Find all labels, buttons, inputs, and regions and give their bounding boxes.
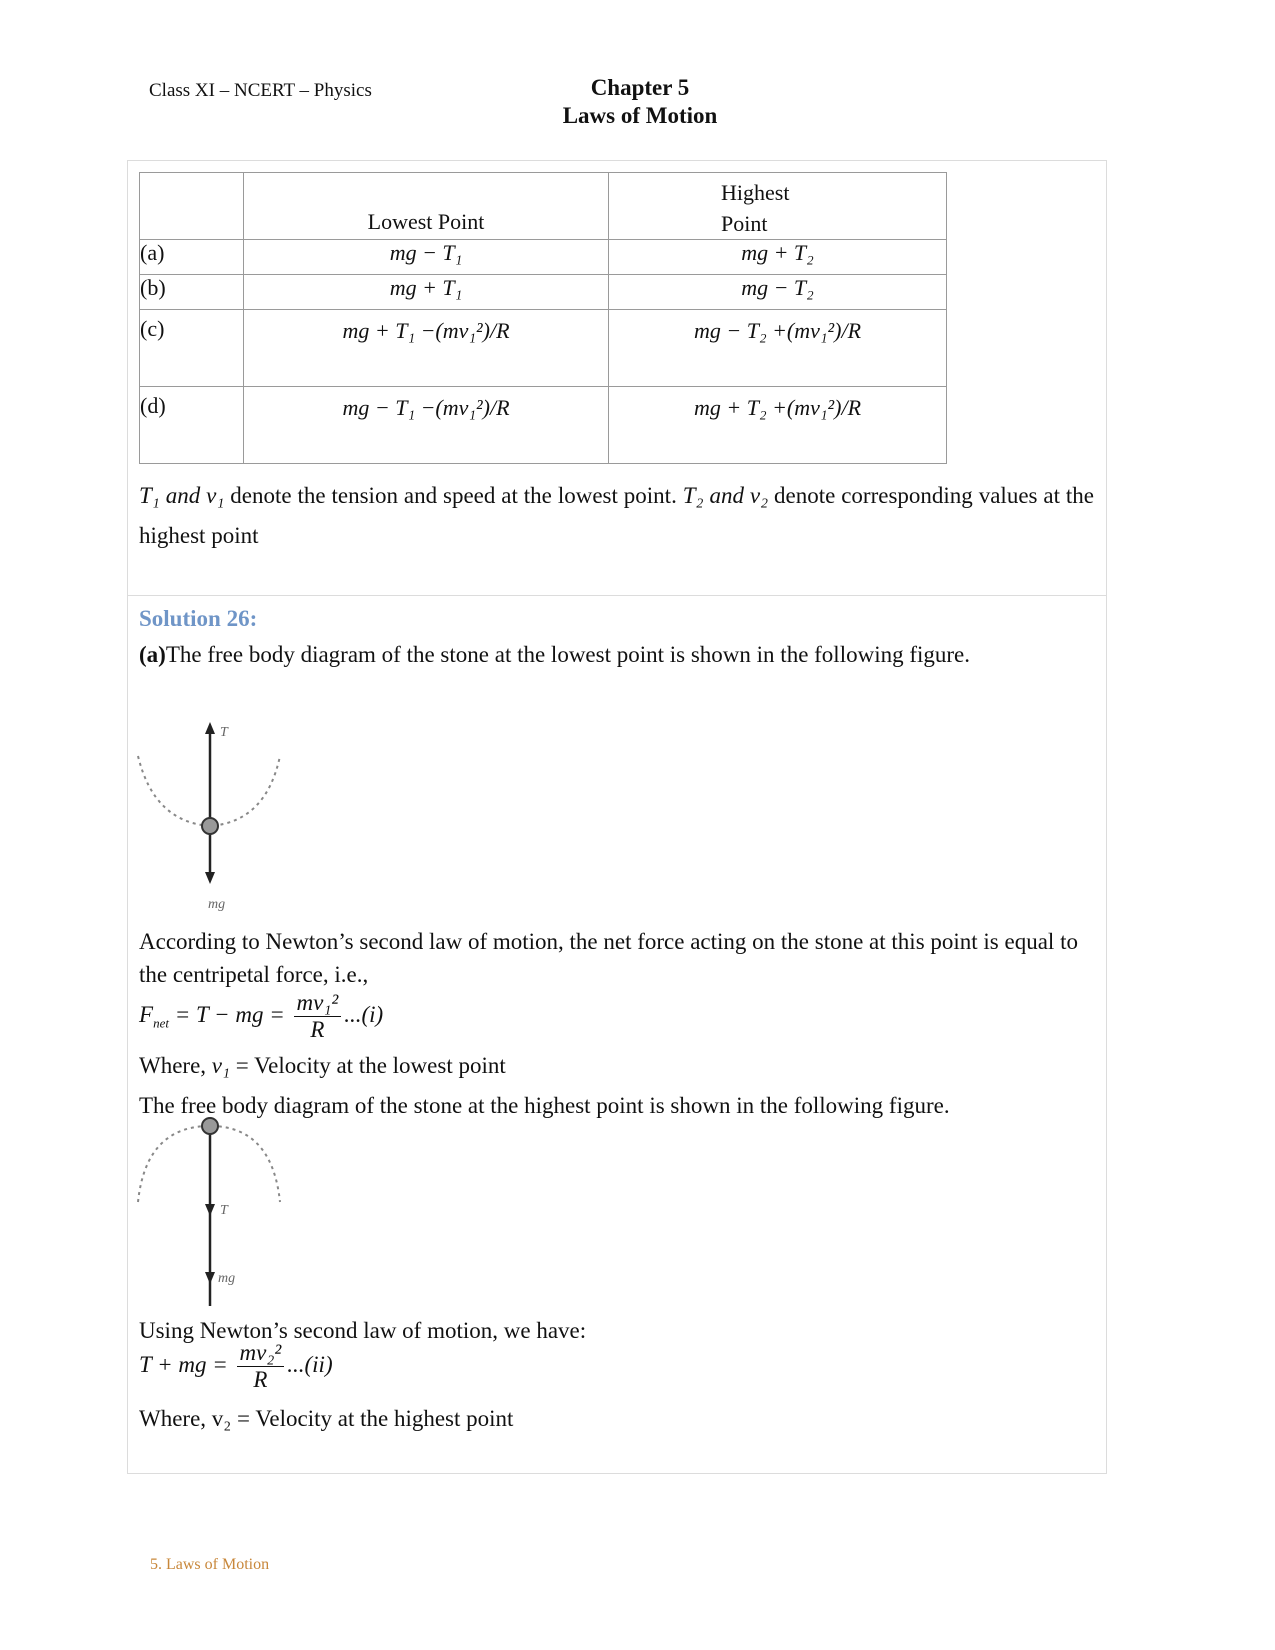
chapter-heading	[500, 74, 780, 130]
options-table	[139, 172, 947, 464]
fbd-high-text: The free body diagram of the stone at the highest point is shown in the following figure.	[139, 1093, 950, 1118]
footer-chapter: 5. Laws of Motion	[150, 1556, 270, 1573]
row-label: (d)	[140, 387, 244, 464]
t1-v1-symbol: T₁ and v₁	[139, 483, 225, 508]
stone-circle	[202, 818, 218, 834]
highest-value: mg − T₂	[609, 275, 947, 310]
weight-label: mg	[218, 1271, 236, 1286]
chapter-title: Laws of Motion	[562, 103, 718, 128]
eq2-lhs: T + mg =	[139, 1351, 228, 1377]
lowest-value: mg − T₁ −(mv₁²)/R	[244, 387, 609, 464]
header-left: Class XI – NCERT – Physics	[149, 80, 372, 101]
eq1-lhs-sub: net	[153, 1015, 169, 1031]
table-row	[140, 240, 947, 275]
lowest-value: mg + T₁	[244, 275, 609, 310]
where-v2: Where, v₂ = Velocity at the highest point	[139, 1406, 514, 1431]
where-v1	[139, 1049, 1039, 1082]
weight-arrow-icon	[205, 872, 215, 884]
using-newton-text: Using Newton’s second law of motion, we have:	[139, 1318, 587, 1343]
tension-label: T	[220, 725, 228, 740]
equation-2	[139, 1340, 1039, 1393]
tension-arrow-icon	[205, 1204, 215, 1216]
highest-value: mg + T₂ +(mv₁²)/R	[609, 387, 947, 464]
fbd-highest-figure	[134, 1110, 294, 1310]
tension-label: T	[220, 1203, 228, 1218]
header-cell-highest: Highest Point	[609, 173, 947, 240]
row-label: (a)	[140, 240, 244, 275]
stone-circle	[202, 1118, 218, 1134]
row-label: (b)	[140, 275, 244, 310]
lowest-value: mg + T₁ −(mv₁²)/R	[244, 310, 609, 387]
intro-text: The free body diagram of the stone at the lowest point is shown in the following figure.	[165, 642, 971, 667]
note-part1: denote the tension and speed at the lowest point.	[230, 483, 677, 508]
eq2-numerator: mv₂²	[237, 1340, 285, 1367]
t2-v2-symbol: T₂ and v₂	[682, 483, 769, 508]
table-row	[140, 310, 947, 387]
table-row	[140, 275, 947, 310]
equation-1	[139, 990, 1039, 1043]
header-cell-empty	[140, 173, 244, 240]
where1-text: = Velocity at the lowest point	[235, 1053, 506, 1078]
weight-label: mg	[208, 897, 226, 912]
fbd-lowest-figure	[134, 712, 294, 912]
lowest-value: mg − T₁	[244, 240, 609, 275]
eq1-mid: = T − mg =	[174, 1001, 285, 1027]
eq1-numerator: mv₁²	[294, 990, 342, 1017]
solution-title: Solution 26:	[139, 606, 258, 631]
note-part2: denote corresponding values at the highest point	[139, 483, 1095, 548]
newton-law-text: According to Newton’s second law of motion, the net force acting on the stone at this point is equal to the centripetal force, i.e.,	[139, 929, 1078, 987]
highest-value: mg − T₂ +(mv₁²)/R	[609, 310, 947, 387]
where1-prefix: Where,	[139, 1053, 207, 1078]
table-note	[139, 476, 1094, 556]
eq1-lhs: F	[139, 1001, 154, 1027]
eq2-tag: ...(ii)	[287, 1351, 333, 1377]
eq2-denominator: R	[253, 1367, 268, 1392]
row-label: (c)	[140, 310, 244, 387]
eq1-denominator: R	[310, 1017, 325, 1042]
table-row	[140, 387, 947, 464]
eq1-fraction	[294, 990, 342, 1043]
eq2-fraction	[237, 1340, 285, 1393]
part-label: (a)	[139, 642, 166, 667]
highest-value: mg + T₂	[609, 240, 947, 275]
chapter-number: Chapter 5	[590, 75, 690, 100]
tension-arrow-icon	[205, 722, 215, 734]
header-cell-lowest: Lowest Point	[244, 173, 609, 240]
eq1-tag: ...(i)	[344, 1001, 384, 1027]
weight-arrow-icon	[205, 1272, 215, 1284]
v1-symbol: v₁	[211, 1053, 231, 1078]
solution-intro	[139, 638, 1039, 671]
